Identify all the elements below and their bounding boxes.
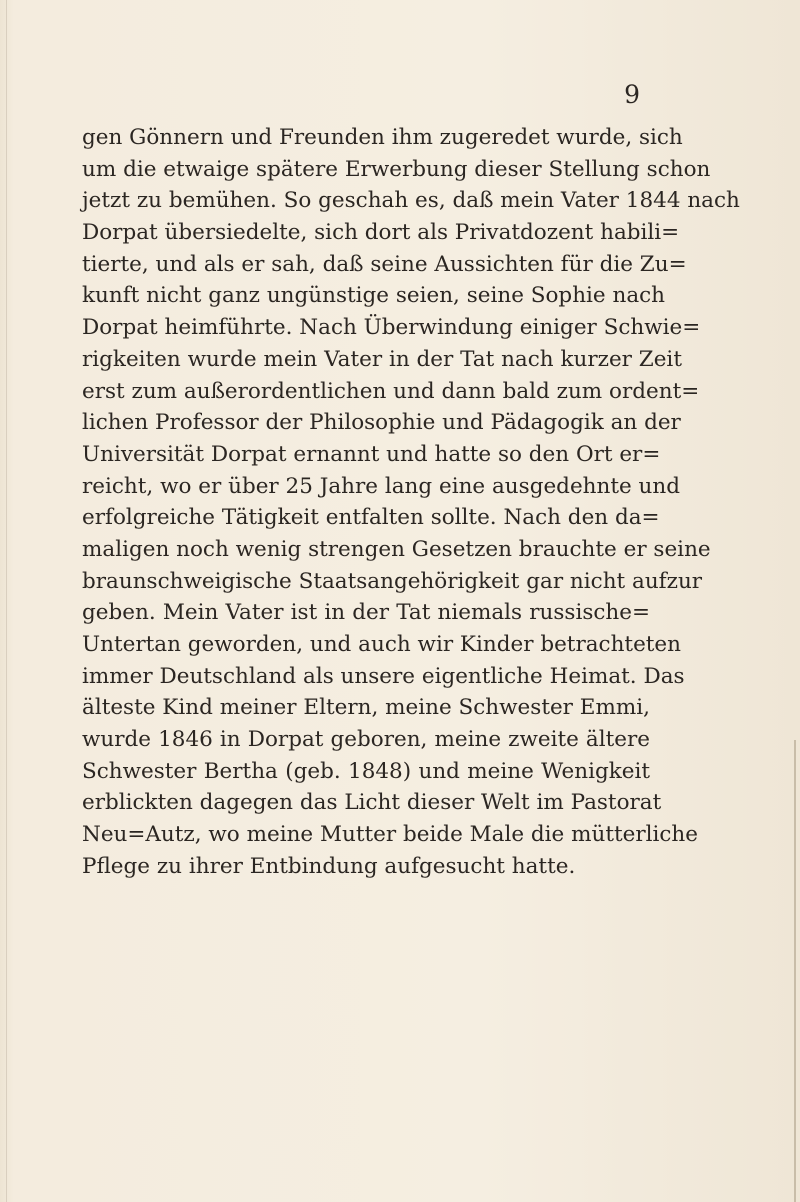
text-line: Untertan geworden, und auch wir Kinder betrachteten — [82, 632, 681, 657]
text-line: immer Deutschland als unsere eigentliche Heimat. Das — [82, 663, 685, 689]
text-line: jetzt zu bemühen. So geschah es, daß mein Vater 1844 nach — [82, 188, 740, 214]
text-line: braunschweigische Staatsangehörigkeit gar nicht aufzur — [82, 568, 703, 594]
text-line: erst zum außerordentlichen und dann bald zum ordent= — [82, 378, 700, 404]
text-line: erblickten dagegen das Licht dieser Welt im Pastorat — [82, 790, 662, 816]
text-line: rigkeiten wurde mein Vater in der Tat nach kurzer Zeit — [82, 346, 682, 372]
body-paragraph — [82, 122, 740, 883]
text-line: reicht, wo er über 25 Jahre lang eine ausgedehnte und — [82, 473, 681, 499]
page-edge-left — [6, 0, 7, 1202]
text-line: geben. Mein Vater ist in der Tat niemals russische= — [82, 600, 650, 626]
text-line: Universität Dorpat ernannt und hatte so den Ort er= — [82, 441, 661, 467]
text-line: erfolgreiche Tätigkeit entfalten sollte. Nach den da= — [82, 505, 660, 531]
page-edge-right — [794, 740, 796, 1202]
text-line: Neu=Autz, wo meine Mutter beide Male die mütterliche — [82, 822, 698, 848]
text-line: älteste Kind meiner Eltern, meine Schwester Emmi, — [82, 695, 650, 721]
text-line: um die etwaige spätere Erwerbung dieser Stellung schon — [82, 156, 711, 182]
text-line: Pflege zu ihrer Entbindung aufgesucht hatte. — [82, 853, 576, 879]
text-line: kunft nicht ganz ungünstige seien, seine Sophie nach — [82, 283, 666, 309]
text-line: gen Gönnern und Freunden ihm zugeredet wurde, sich — [82, 125, 683, 150]
page-number: 9 — [624, 80, 640, 109]
text-line: Schwester Bertha (geb. 1848) und meine Wenigkeit — [82, 758, 650, 784]
text-line: wurde 1846 in Dorpat geboren, meine zweite ältere — [82, 727, 650, 753]
text-line: lichen Professor der Philosophie und Pädagogik an der — [82, 410, 681, 436]
text-line: Dorpat heimführte. Nach Überwindung einiger Schwie= — [82, 315, 701, 341]
text-line: Dorpat übersiedelte, sich dort als Privatdozent habili= — [82, 220, 680, 246]
text-line: maligen noch wenig strengen Gesetzen brauchte er seine — [82, 536, 711, 562]
text-line: tierte, und als er sah, daß seine Aussichten für die Zu= — [82, 251, 687, 277]
